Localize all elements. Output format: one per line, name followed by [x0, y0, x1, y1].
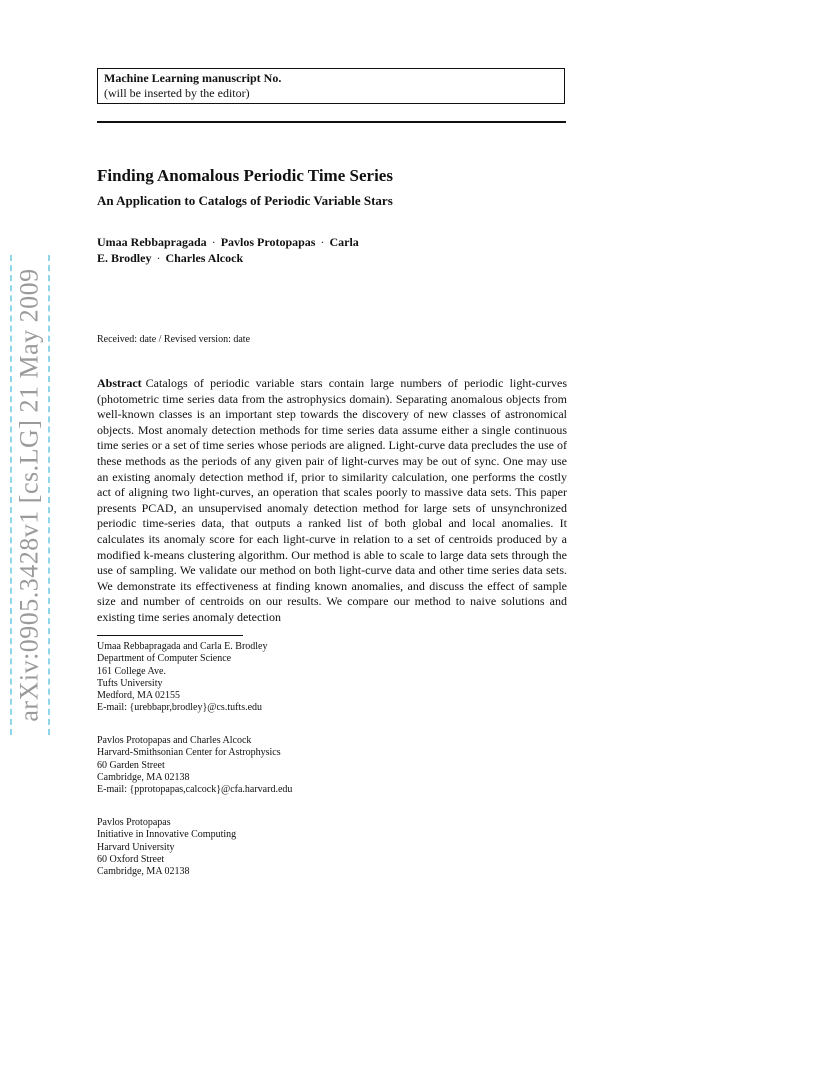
affiliation-block — [97, 641, 268, 715]
affiliation-city: Cambridge, MA 02138 — [97, 771, 190, 783]
affiliation-names: Pavlos Protopapas — [97, 817, 171, 828]
affiliation-street: 60 Garden Street — [97, 759, 165, 771]
paper-subtitle: An Application to Catalogs of Periodic Variable Stars — [97, 193, 393, 208]
affiliation-email: E-mail: {urebbapr,brodley}@cs.tufts.edu — [97, 702, 263, 714]
manuscript-box-title: Machine Learning manuscript No. — [104, 71, 282, 85]
manuscript-box-note: (will be inserted by the editor) — [104, 86, 250, 100]
author-list — [97, 234, 397, 266]
author-name: E. Brodley — [97, 251, 152, 265]
author-separator: · — [320, 235, 325, 249]
arxiv-stamp — [10, 255, 50, 735]
affiliation-block — [97, 735, 292, 796]
author-separator: · — [156, 251, 161, 265]
manuscript-box — [97, 68, 565, 104]
affiliation-email: E-mail: {pprotopapas,calcock}@cfa.harvard.edu — [97, 784, 293, 796]
affiliation-city: Cambridge, MA 02138 — [97, 866, 190, 878]
affiliation-department: Initiative in Innovative Computing — [97, 829, 237, 841]
affiliation-street: 161 College Ave. — [97, 665, 166, 677]
author-name: Umaa Rebbapragada — [97, 235, 207, 249]
arxiv-identifier: arXiv:0905.3428v1 [cs.LG] 21 May 2009 — [15, 268, 44, 722]
affiliation-department: Department of Computer Science — [97, 653, 232, 665]
footnote-rule — [97, 635, 243, 636]
author-name: Pavlos Protopapas — [220, 235, 316, 249]
affiliation-block — [97, 817, 236, 878]
affiliation-institution: Tufts University — [97, 677, 163, 689]
abstract — [97, 376, 567, 626]
author-name: Carla — [329, 235, 359, 249]
affiliation-city: Medford, MA 02155 — [97, 690, 181, 702]
author-separator: · — [211, 235, 216, 249]
affiliation-institution: Harvard University — [97, 841, 175, 853]
received-date: Received: date / Revised version: date — [97, 334, 251, 345]
affiliation-street: 60 Oxford Street — [97, 853, 165, 865]
author-name: Charles Alcock — [165, 251, 244, 265]
abstract-label: Abstract — [97, 376, 142, 390]
affiliation-names: Umaa Rebbapragada and Carla E. Brodley — [97, 641, 268, 652]
affiliation-names: Pavlos Protopapas and Charles Alcock — [97, 735, 252, 746]
affiliation-department: Harvard-Smithsonian Center for Astrophysics — [97, 747, 281, 759]
abstract-text: Catalogs of periodic variable stars contain large numbers of periodic light-curves (photometric time series data from the astrophysics domain). Separating anomalous objects from well-known classes is an important step towards the discovery of new classes of astronomical objects. Most anomaly detection methods for time series data assume either a single continuous time series or a set of time series whose periods are aligned. Light-curve data precludes the use of these methods as the periods of any given pair of light-curves may be out of sync. One may use an existing anomaly detection method if, prior to similarity calculation, one performs the costly act of aligning two light-curves, an operation that scales poorly to massive data sets. This paper presents PCAD, an unsupervised anomaly detection method for large sets of unsynchronized periodic time-series data, that outputs a ranked list of both global and local anomalies. It calculates its anomaly score for each light-curve in relation to a set of centroids produced by a modified k-means clustering algorithm. Our method is able to scale to large data sets through the use of sampling. We validate our method on both light-curve data and other time series data sets. We demonstrate its effectiveness at finding known anomalies, and discuss the effect of sample size and number of centroids on our results. We compare our method to naive solutions and existing time series anomaly detection — [97, 376, 567, 624]
paper-title: Finding Anomalous Periodic Time Series — [97, 166, 393, 185]
header-rule — [97, 121, 566, 123]
